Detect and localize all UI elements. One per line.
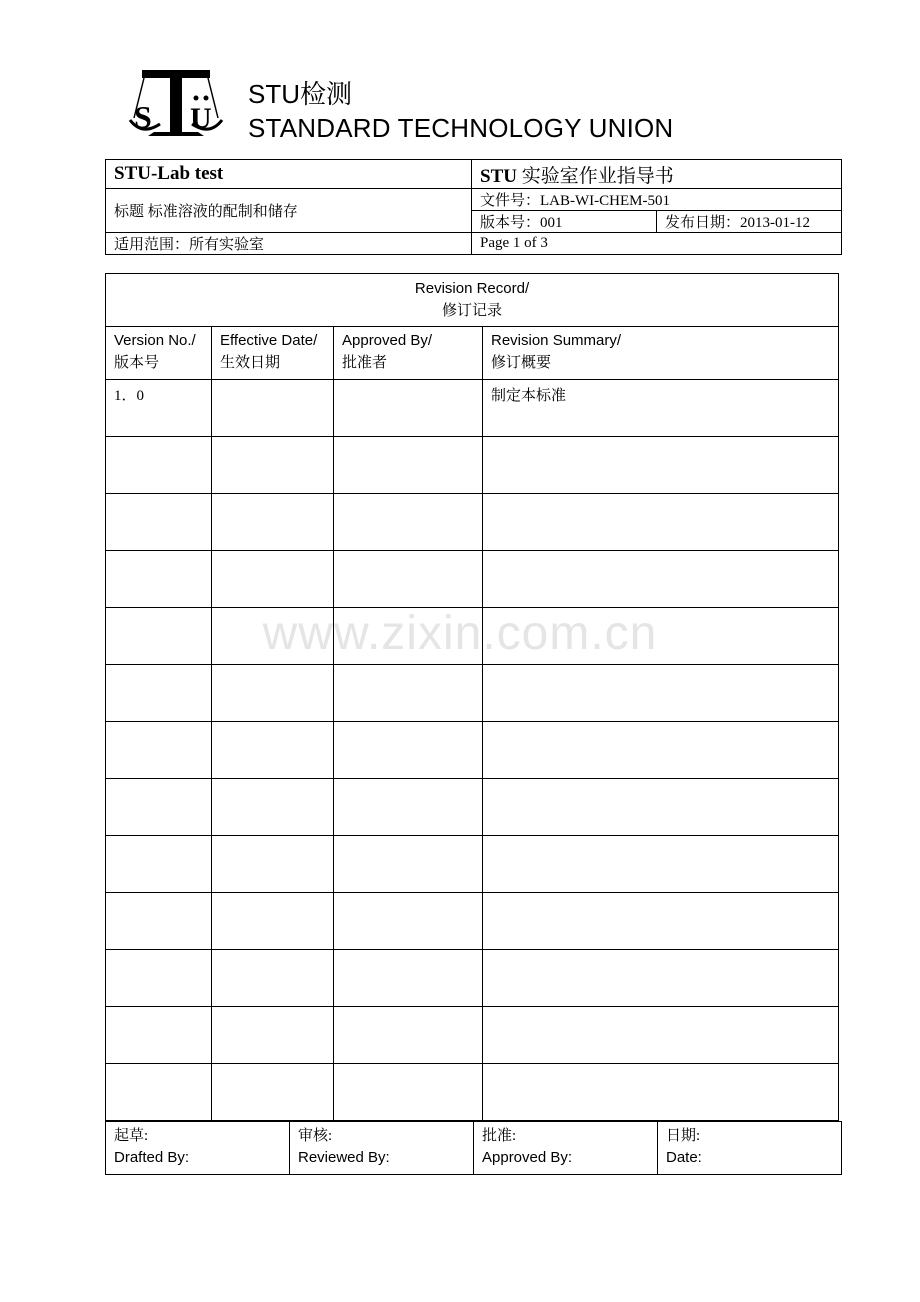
table-cell [106, 437, 212, 494]
column-header-version: Version No./ 版本号 [106, 327, 212, 380]
signature-reviewed-by: 审核: Reviewed By: [290, 1122, 474, 1175]
table-cell [483, 893, 839, 950]
table-cell [106, 893, 212, 950]
revision-record-table [105, 273, 839, 1121]
table-cell [334, 1064, 483, 1121]
brand-name-en: STANDARD TECHNOLOGY UNION [248, 113, 674, 143]
table-cell [334, 380, 483, 437]
header-left-title: STU-Lab test [106, 160, 472, 189]
table-cell [212, 722, 334, 779]
revision-header-row [106, 327, 839, 380]
header-right-title: STU 实验室作业指导书 [472, 160, 842, 189]
table-cell [334, 437, 483, 494]
table-cell [334, 893, 483, 950]
table-cell [483, 1007, 839, 1064]
table-cell [106, 1007, 212, 1064]
table-row [106, 836, 839, 893]
table-row [106, 779, 839, 836]
table-cell [483, 722, 839, 779]
signature-drafted-by: 起草: Drafted By: [106, 1122, 290, 1175]
table-row [106, 1007, 839, 1064]
table-cell [334, 551, 483, 608]
table-cell [212, 494, 334, 551]
document-header-table [105, 159, 842, 255]
table-cell [106, 950, 212, 1007]
table-cell [483, 494, 839, 551]
header-version: 版本号：001 [472, 211, 657, 233]
table-cell [106, 551, 212, 608]
revision-table-title [106, 274, 839, 327]
header-doc-no: 文件号：LAB-WI-CHEM-501 [472, 189, 842, 211]
table-cell [212, 437, 334, 494]
table-cell [212, 893, 334, 950]
signature-approved-by: 批准: Approved By: [474, 1122, 658, 1175]
revision-title-cn: 修订记录 [442, 303, 503, 319]
table-cell [212, 950, 334, 1007]
header-issue-date: 发布日期：2013-01-12 [657, 211, 842, 233]
table-cell [483, 1064, 839, 1121]
revision-rows [106, 380, 839, 1121]
table-cell [334, 950, 483, 1007]
table-row [106, 950, 839, 1007]
table-cell: 1．0 [106, 380, 212, 437]
table-cell [212, 779, 334, 836]
table-cell [212, 1064, 334, 1121]
table-cell [483, 665, 839, 722]
table-cell [334, 665, 483, 722]
table-cell [334, 836, 483, 893]
table-cell [106, 779, 212, 836]
stu-logo [124, 66, 228, 140]
table-cell [483, 779, 839, 836]
revision-title-en: Revision Record/ [414, 280, 530, 297]
header-subject: 标题 标准溶液的配制和储存 [106, 189, 472, 233]
table-cell [106, 722, 212, 779]
table-cell [106, 836, 212, 893]
table-row [106, 722, 839, 779]
table-cell: 制定本标准 [483, 380, 839, 437]
table-cell [334, 494, 483, 551]
column-header-revision-summary: Revision Summary/ 修订概要 [483, 327, 839, 380]
table-row [106, 1064, 839, 1121]
table-row [106, 551, 839, 608]
svg-text:S: S [134, 99, 152, 135]
signature-date: 日期: Date: [658, 1122, 842, 1175]
table-cell [334, 722, 483, 779]
table-cell [334, 1007, 483, 1064]
table-cell [212, 551, 334, 608]
table-cell [212, 1007, 334, 1064]
brand-block [248, 78, 673, 144]
signature-table [105, 1121, 842, 1175]
table-cell [106, 1064, 212, 1121]
table-cell [212, 836, 334, 893]
brand-name-cn: STU检测 [248, 79, 353, 109]
table-row [106, 380, 839, 437]
table-cell [483, 836, 839, 893]
column-header-approved-by: Approved By/ 批准者 [334, 327, 483, 380]
column-header-effective-date: Effective Date/ 生效日期 [212, 327, 334, 380]
table-cell [483, 437, 839, 494]
table-row [106, 665, 839, 722]
table-row [106, 437, 839, 494]
table-row [106, 494, 839, 551]
svg-text:U: U [190, 102, 212, 135]
header-scope: 适用范围：所有实验室 [106, 233, 472, 255]
table-cell [212, 665, 334, 722]
table-cell [334, 779, 483, 836]
table-cell [483, 551, 839, 608]
table-cell [483, 950, 839, 1007]
table-cell [106, 494, 212, 551]
header-page: Page 1 of 3 [472, 233, 842, 255]
table-cell [106, 665, 212, 722]
table-cell [212, 380, 334, 437]
watermark-text: www.zixin.com.cn [262, 607, 658, 660]
table-row [106, 893, 839, 950]
